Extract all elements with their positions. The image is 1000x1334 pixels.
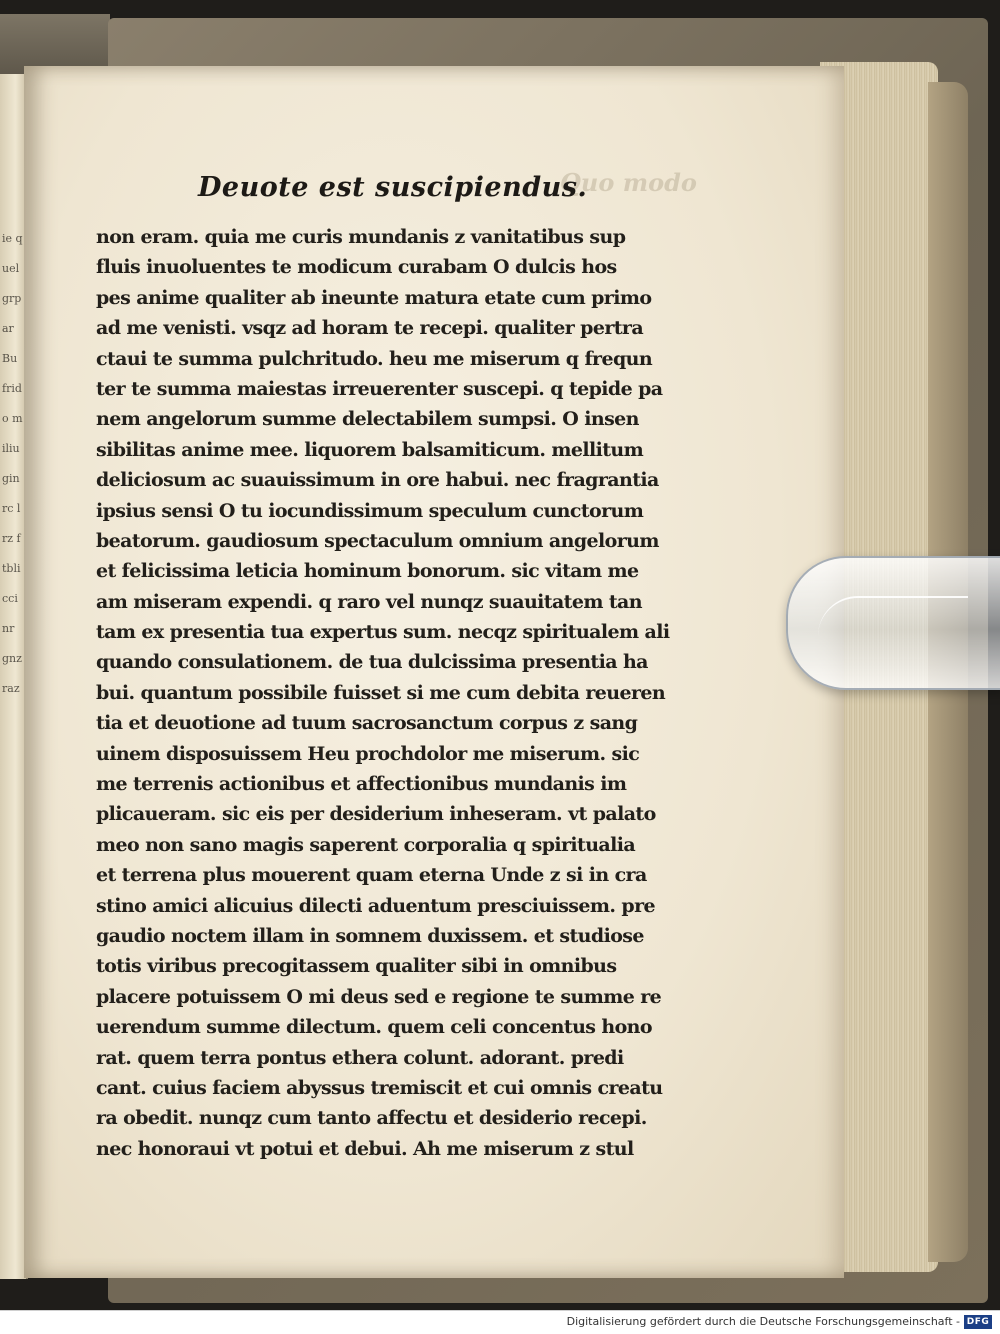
text-line: tam ex presentia tua expertus sum. necqz spiritualem ali [96,621,670,644]
text-line: bui. quantum possibile fuisset si me cum debita reueren [96,681,666,704]
text-line: me terrenis actionibus et affectionibus mundanis im [96,773,627,796]
text-block [96,222,682,1160]
text-line: nec honoraui vt potui et debui. Ah me miserum z stul [96,1137,634,1160]
text-line: et terrena plus mouerent quam eterna Unde z si in cra [96,864,647,887]
text-line: nem angelorum summe delectabilem sumpsi. O insen [96,408,639,431]
text-line: quando consulationem. de tua dulcissima presentia ha [96,651,648,674]
page-clamp [786,556,1000,690]
running-head: Deuote est suscipiendus. [198,172,588,203]
text-line: ipsius sensi O tu iocundissimum speculum cunctorum [96,499,644,522]
dfg-logo: DFG [964,1315,992,1329]
text-line: plicaueram. sic eis per desiderium inheseram. vt palato [96,803,656,826]
text-line: uinem disposuissem Heu prochdolor me miserum. sic [96,742,640,765]
text-line: deliciosum ac suauissimum in ore habui. nec fragrantia [96,469,659,492]
text-line: cant. cuius faciem abyssus tremiscit et cui omnis creatu [96,1076,663,1099]
text-line: non eram. quia me curis mundanis z vanitatibus sup [96,226,626,248]
text-line: beatorum. gaudiosum spectaculum omnium angelorum [96,529,659,552]
text-line: gaudio noctem illam in somnem duxissem. et studiose [96,924,644,947]
text-line: fluis inuoluentes te modicum curabam O dulcis hos [96,256,617,279]
text-line: tia et deuotione ad tuum sacrosanctum corpus z sang [96,712,638,735]
footer-bar [0,1310,1000,1334]
cover-top-edge [0,14,110,74]
text-line: ter te summa maiestas irreuerenter suscepi. q tepide pa [96,377,663,400]
text-line: stino amici alicuius dilecti aduentum presciuissem. pre [96,894,656,917]
text-line: uerendum summe dilectum. quem celi concentus hono [96,1016,652,1039]
text-line: pes anime qualiter ab ineunte matura etate cum primo [96,286,652,309]
text-line: placere potuissem O mi deus sed e regione te summe re [96,985,662,1008]
show-through-heading: Quo modo [560,168,697,197]
funding-credit: Digitalisierung gefördert durch die Deutsche Forschungsgemeinschaft - [566,1315,960,1328]
text-line: ad me venisti. vsqz ad horam te recepi. qualiter pertra [96,317,644,340]
text-line: rat. quem terra pontus ethera colunt. adorant. predi [96,1046,624,1069]
text-line: sibilitas anime mee. liquorem balsamiticum. mellitum [96,438,644,461]
text-line: totis viribus precogitassem qualiter sibi in omnibus [96,955,617,978]
facing-page-text-fragments: ie quel grpar Bu frido miliu gin rc lrz ftbli ccinr gnz raz [2,232,23,695]
text-line: et felicissima leticia hominum bonorum. sic vitam me [96,560,639,583]
text-line: am miseram expendi. q raro vel nunqz suauitatem tan [96,590,642,613]
text-line: meo non sano magis saperent corporalia q spiritualia [96,833,636,856]
text-line: ctaui te summa pulchritudo. heu me miserum q frequn [96,347,653,370]
text-line: ra obedit. nunqz cum tanto affectu et desiderio recepi. [96,1107,647,1130]
